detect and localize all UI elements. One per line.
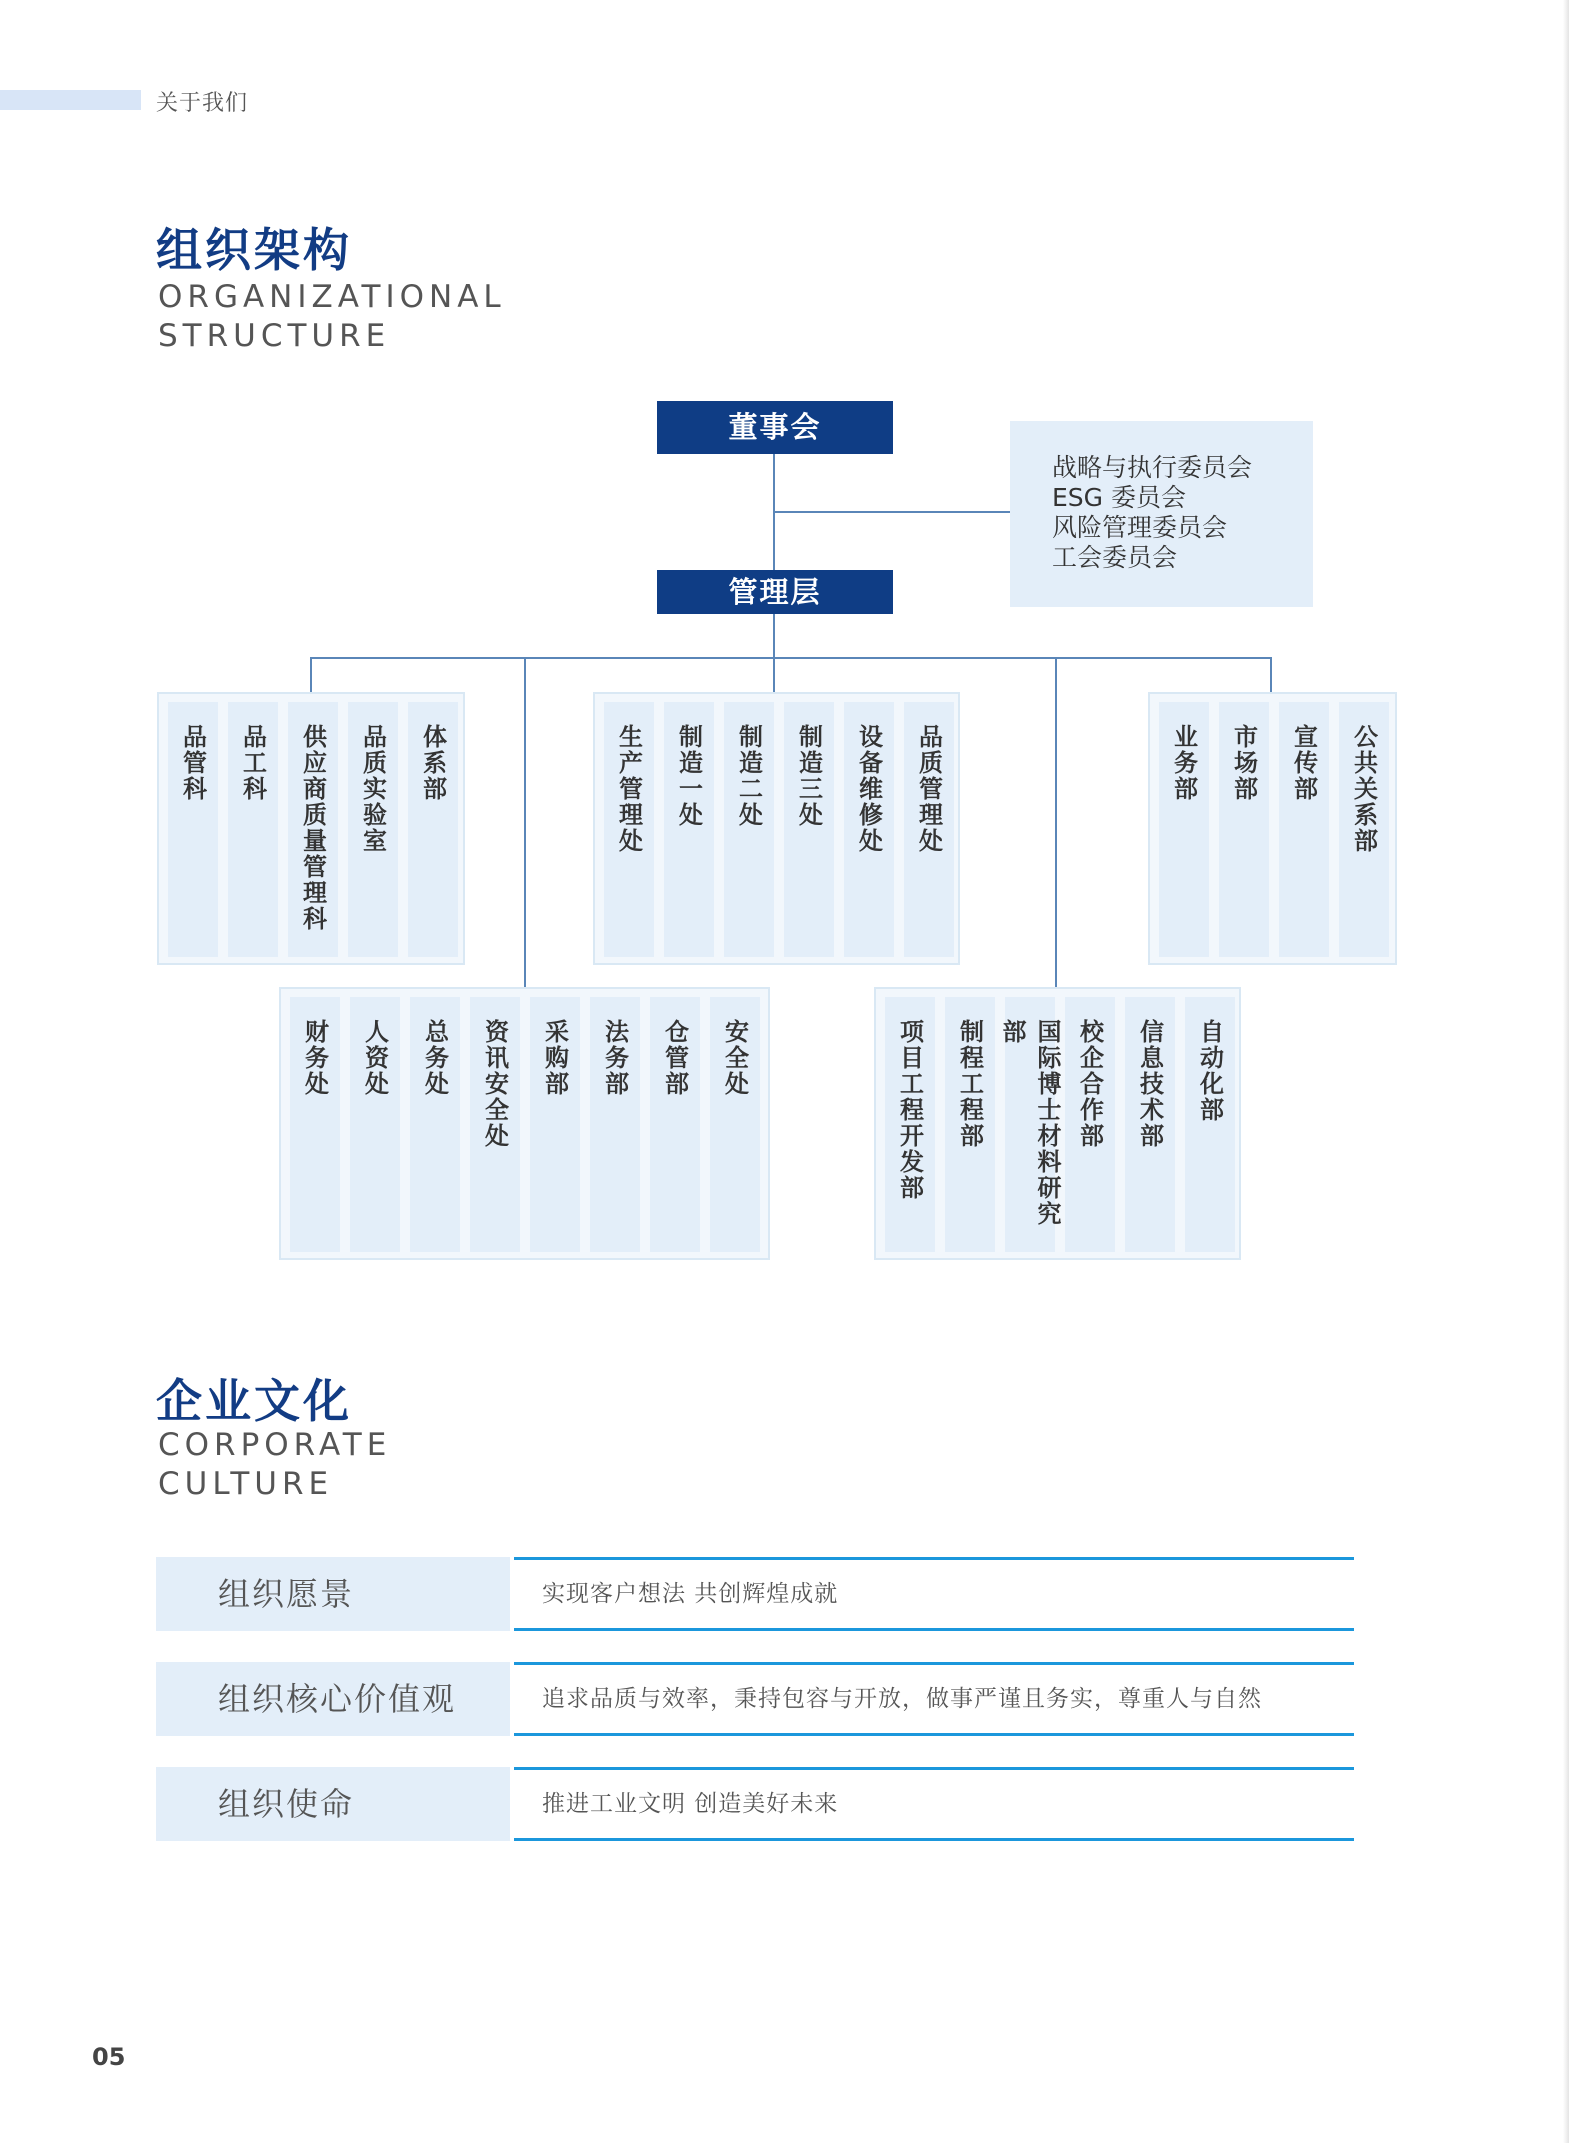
dept-column: 制造三处 [784,702,834,957]
header-section-label: 关于我们 [156,91,249,116]
org-title-en-line2: STRUCTURE [158,318,391,354]
dept-column: 项目工程开发部 [885,997,935,1252]
culture-title-en-line2: CULTURE [158,1466,334,1502]
culture-title-en [158,1426,391,1504]
dept-group-manufacturing [593,692,960,965]
management-box: 管理层 [657,570,893,614]
connector-horizontal-bus [310,657,1272,659]
connector-management-bus [773,614,775,657]
mission-label: 组织使命 [156,1767,510,1841]
culture-row-vision [156,1557,1354,1631]
vision-label: 组织愿景 [156,1557,510,1631]
dept-column: 设备维修处 [844,702,894,957]
dept-column: 法务部 [590,997,640,1252]
committees-box [1010,421,1313,607]
mission-text: 推进工业文明 创造美好未来 [514,1767,1354,1841]
dept-column: 仓管部 [650,997,700,1252]
dept-column: 宣传部 [1279,702,1329,957]
dept-column: 安全处 [710,997,760,1252]
dept-column: 品管科 [168,702,218,957]
dept-group-admin [279,987,770,1260]
values-label: 组织核心价值观 [156,1662,510,1736]
connector-group4 [524,657,526,987]
dept-column: 校企合作部 [1065,997,1115,1252]
dept-group-quality [157,692,465,965]
connector-group1 [310,657,312,692]
dept-column: 品工科 [228,702,278,957]
dept-column: 生产管理处 [604,702,654,957]
org-title: 组织架构 [156,223,352,277]
board-box: 董事会 [657,401,893,454]
dept-column: 财务处 [290,997,340,1252]
vision-text: 实现客户想法 共创辉煌成就 [514,1557,1354,1631]
dept-column: 自动化部 [1185,997,1235,1252]
dept-group-engineering [874,987,1241,1260]
dept-column: 品质管理处 [904,702,954,957]
committee-item: 战略与执行委员会 [1052,453,1253,482]
dept-column: 资讯安全处 [470,997,520,1252]
dept-column: 人资处 [350,997,400,1252]
connector-committees [774,511,1010,513]
dept-column: 体系部 [408,702,458,957]
dept-group-marketing [1148,692,1397,965]
dept-column: 采购部 [530,997,580,1252]
committee-item: 工会委员会 [1052,543,1178,572]
dept-column: 市场部 [1219,702,1269,957]
culture-title: 企业文化 [156,1374,352,1428]
committee-item: ESG 委员会 [1052,483,1186,512]
dept-column: 供应商质量管理科 [288,702,338,957]
dept-column: 总务处 [410,997,460,1252]
dept-column: 业务部 [1159,702,1209,957]
dept-column: 信息技术部 [1125,997,1175,1252]
dept-column: 制程工程部 [945,997,995,1252]
committee-item: 风险管理委员会 [1052,513,1228,542]
dept-column: 品质实验室 [348,702,398,957]
org-title-en [158,278,506,356]
values-text: 追求品质与效率，秉持包容与开放，做事严谨且务实，尊重人与自然 [514,1662,1354,1736]
page-number: 05 [92,2043,126,2071]
page-edge [1563,0,1569,2143]
dept-column: 制造二处 [724,702,774,957]
connector-group3 [1270,657,1272,692]
culture-row-mission [156,1767,1354,1841]
connector-group5 [1055,657,1057,987]
org-title-en-line1: ORGANIZATIONAL [158,279,506,315]
culture-row-values [156,1662,1354,1736]
dept-column: 制造一处 [664,702,714,957]
header-accent-bar [0,90,141,110]
connector-group2 [773,657,775,692]
dept-column: 国际博士材料研究部 [1005,997,1055,1252]
dept-column: 公共关系部 [1339,702,1389,957]
culture-title-en-line1: CORPORATE [158,1427,392,1463]
